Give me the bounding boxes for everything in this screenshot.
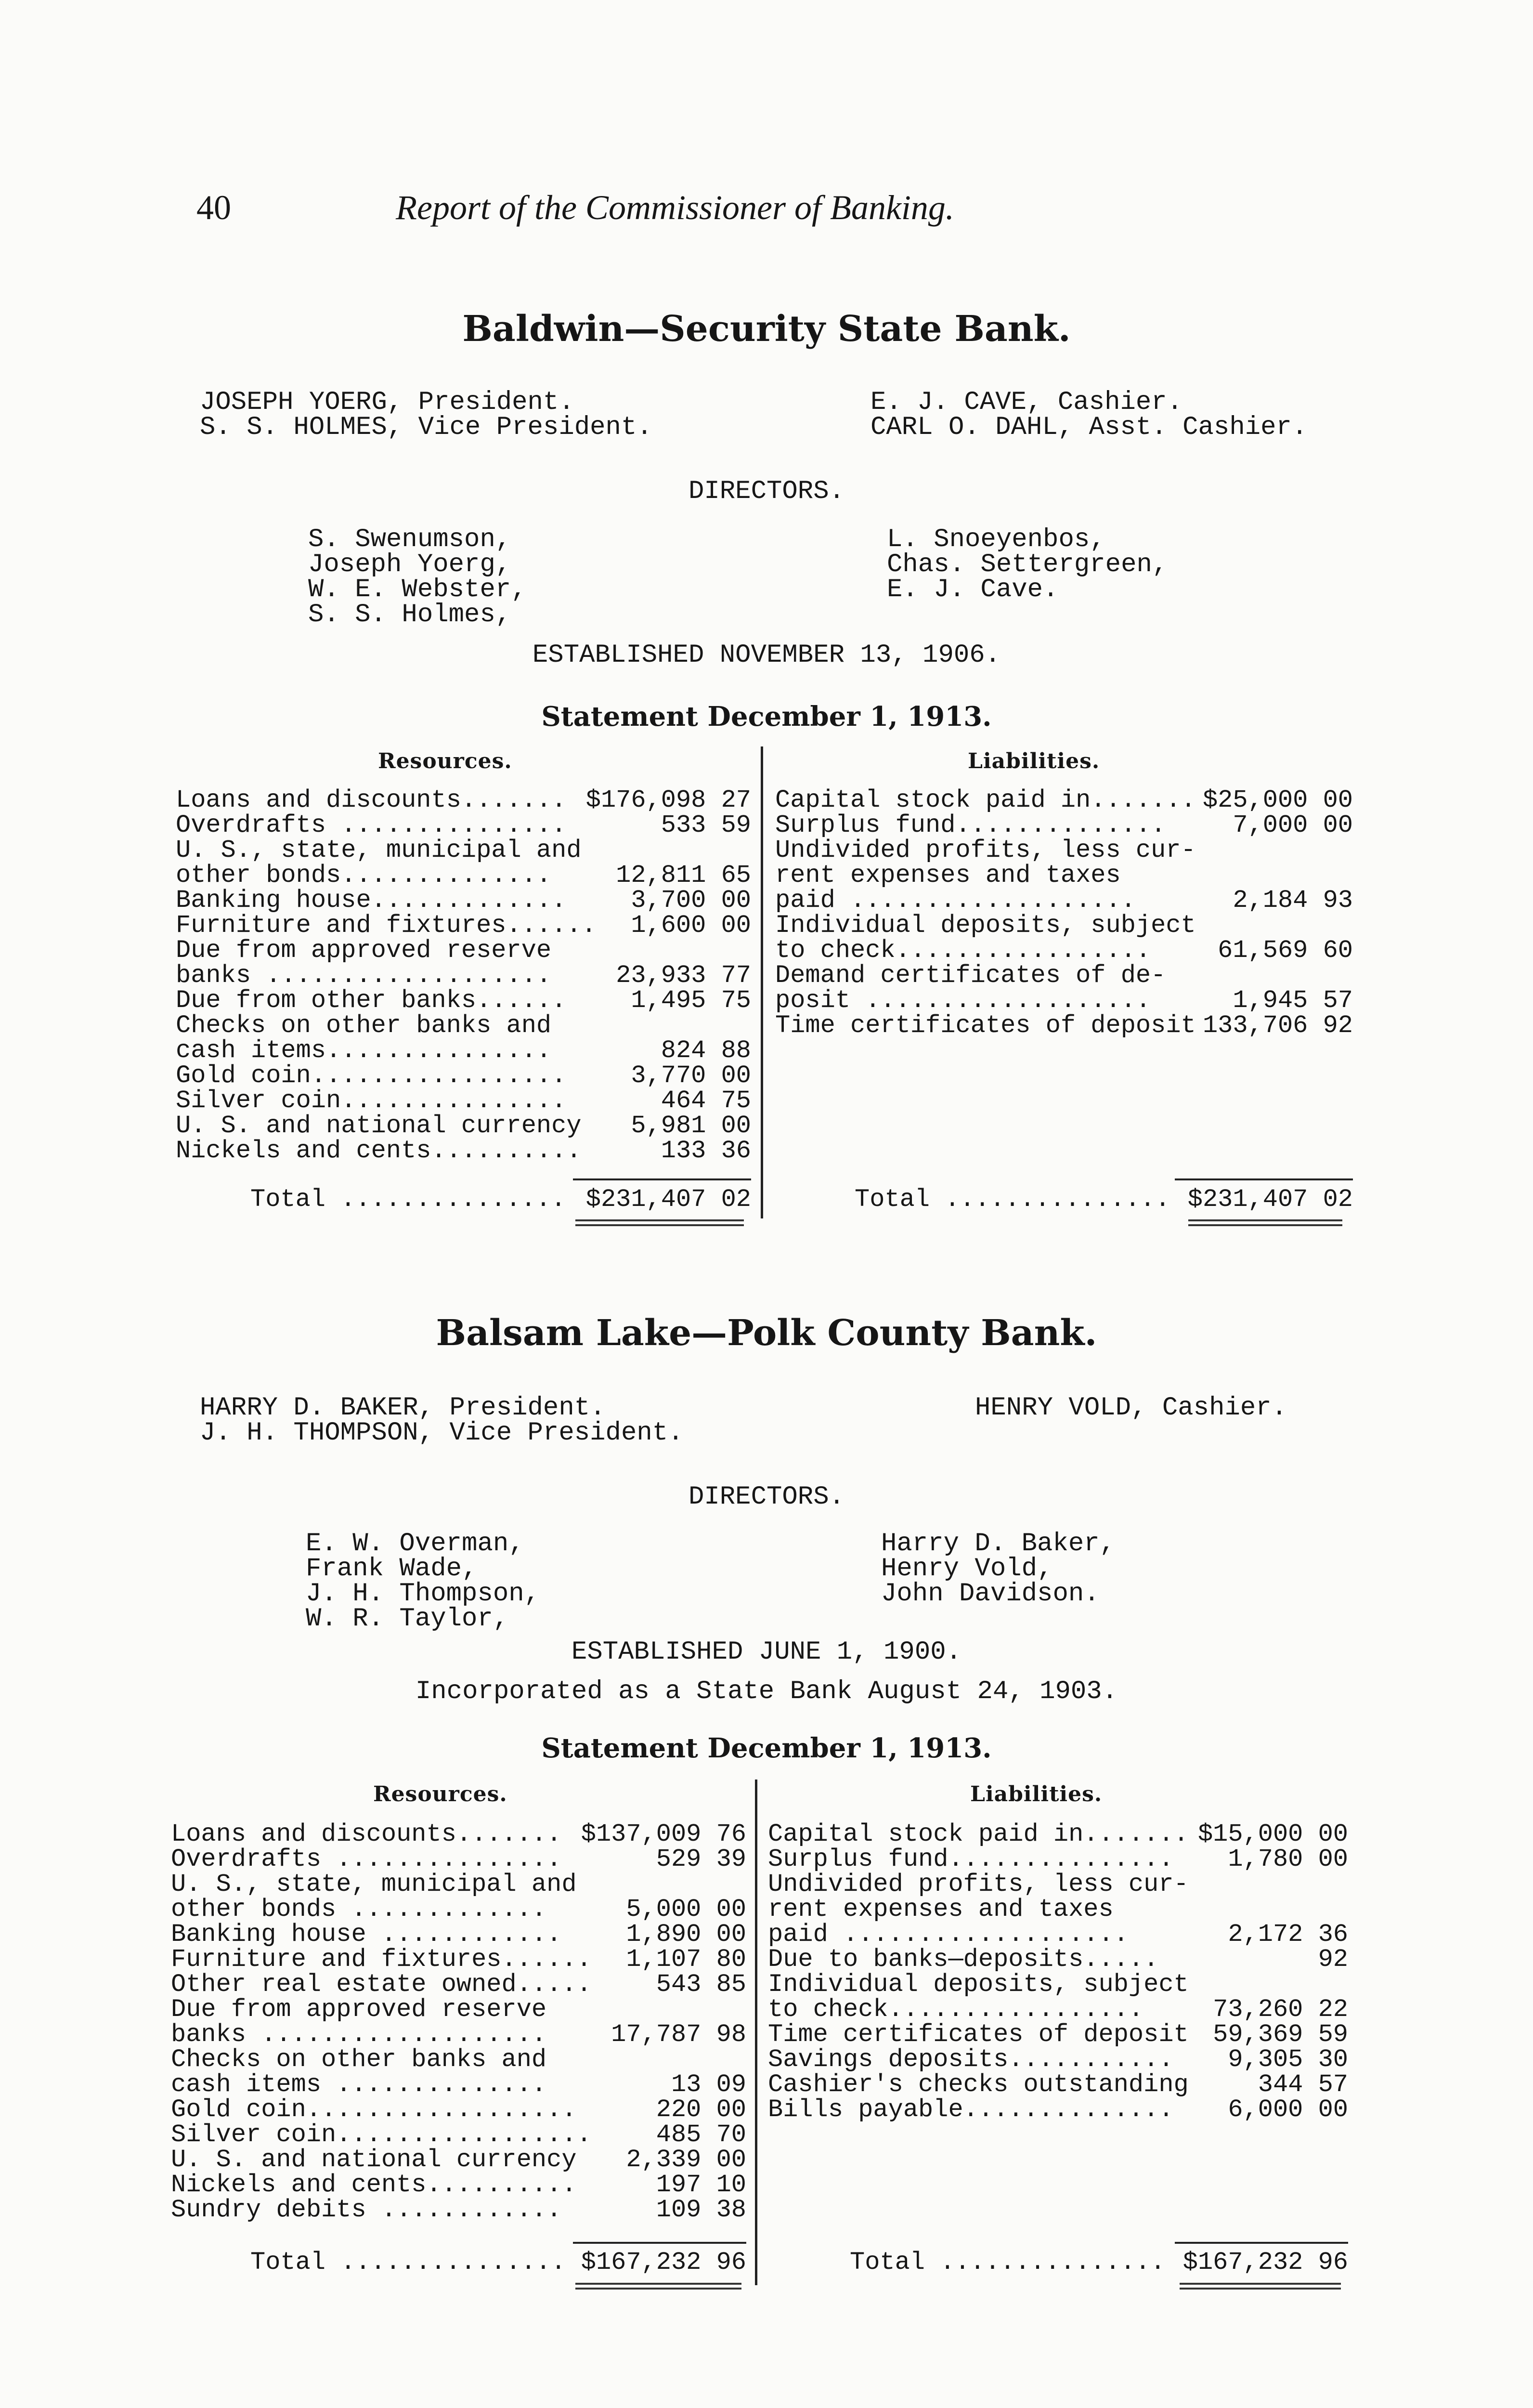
director: Chas. Settergreen, <box>887 550 1168 579</box>
row-label: Bills payable.............. <box>768 2095 1174 2124</box>
table-row <box>768 2097 1348 2122</box>
directors-left <box>306 1531 540 1632</box>
total-rule <box>573 1178 751 1180</box>
row-amount: 7,000 00 <box>1233 811 1353 839</box>
row-amount: 344 57 <box>1258 2070 1348 2099</box>
column-divider <box>761 746 763 1218</box>
total-amount: $167,232 96 <box>581 2248 746 2277</box>
row-label: Nickels and cents.......... <box>171 2171 577 2199</box>
table-row <box>171 1997 746 2022</box>
double-rule <box>1180 2283 1341 2290</box>
total-rule <box>573 2242 746 2244</box>
table-row <box>176 863 751 888</box>
row-label: Loans and discounts....... <box>176 786 567 814</box>
table-row <box>171 1872 746 1897</box>
total-label: Total ............... <box>850 2248 1166 2277</box>
row-label: rent expenses and taxes <box>768 1895 1114 1924</box>
row-label: Other real estate owned..... <box>171 1970 592 1999</box>
officer: E. J. CAVE, Cashier. <box>870 388 1183 417</box>
table-row <box>775 1013 1353 1038</box>
table-row <box>775 838 1353 863</box>
row-label: Gold coin................. <box>176 1061 567 1090</box>
table-row <box>768 1922 1348 1947</box>
liabilities-table <box>768 1822 1348 2135</box>
director: W. R. Taylor, <box>306 1604 509 1634</box>
row-label: Capital stock paid in....... <box>768 1820 1189 1848</box>
row-label: paid ................... <box>768 1920 1129 1949</box>
row-label: U. S. and national currency <box>171 2146 577 2174</box>
double-rule <box>575 2283 741 2290</box>
table-row <box>176 788 751 813</box>
bank-title: Baldwin—Security State Bank. <box>462 308 1071 350</box>
director: L. Snoeyenbos, <box>887 525 1105 554</box>
row-label: U. S. and national currency <box>176 1112 582 1140</box>
table-row <box>768 1972 1348 1997</box>
row-label: banks ................... <box>176 961 552 990</box>
row-label: Capital stock paid in....... <box>775 786 1196 814</box>
table-row <box>171 2172 746 2198</box>
director: S. S. Holmes, <box>308 600 511 629</box>
table-row <box>176 838 751 863</box>
table-row <box>775 813 1353 838</box>
table-row <box>171 1897 746 1922</box>
total-label: Total ............... <box>855 1185 1170 1214</box>
officer: HARRY D. BAKER, President. <box>200 1393 606 1423</box>
row-label: Cashier's checks outstanding <box>768 2070 1189 2099</box>
double-rule <box>575 1219 744 1226</box>
row-label: Overdrafts ............... <box>171 1845 562 1873</box>
row-label: Due from approved reserve <box>176 936 552 965</box>
table-row <box>176 1038 751 1063</box>
total-rule <box>1175 1178 1353 1180</box>
directors-heading: DIRECTORS. <box>688 477 845 506</box>
row-label: Savings deposits........... <box>768 2045 1174 2074</box>
officers-left <box>200 1393 684 1448</box>
total-rule <box>1175 2242 1348 2244</box>
resources-table <box>171 1822 746 2231</box>
resources-table <box>176 788 751 1173</box>
row-label: other bonds ............. <box>171 1895 547 1924</box>
table-row <box>176 1139 751 1164</box>
director: John Davidson. <box>881 1579 1100 1609</box>
row-label: Time certificates of deposit <box>768 2020 1189 2049</box>
row-label: to check................. <box>768 1995 1144 2024</box>
table-row <box>176 963 751 988</box>
table-row <box>775 788 1353 813</box>
double-rule <box>1188 1219 1342 1226</box>
officer: HENRY VOLD, Cashier. <box>975 1393 1287 1423</box>
table-row <box>775 913 1353 938</box>
total-row <box>850 2250 1348 2275</box>
row-amount: $25,000 00 <box>1202 786 1353 814</box>
officer: JOSEPH YOERG, President. <box>200 388 574 417</box>
row-label: to check................. <box>775 936 1151 965</box>
row-amount: 1,890 00 <box>626 1920 746 1949</box>
row-label: Surplus fund............... <box>768 1845 1174 1873</box>
row-amount: 197 10 <box>656 2171 746 2199</box>
row-label: Gold coin.................. <box>171 2095 577 2124</box>
table-row <box>775 938 1353 963</box>
row-amount: 529 39 <box>656 1845 746 1873</box>
row-label: Time certificates of deposit <box>775 1011 1196 1040</box>
table-row <box>768 1847 1348 1872</box>
table-row <box>176 913 751 938</box>
row-amount: 220 00 <box>656 2095 746 2124</box>
statement-heading: Statement December 1, 1913. <box>541 701 992 733</box>
row-amount: 2,172 36 <box>1228 1920 1348 1949</box>
row-label: paid ................... <box>775 886 1136 915</box>
row-label: U. S., state, municipal and <box>171 1870 577 1898</box>
row-amount: 3,700 00 <box>631 886 751 915</box>
officers-right <box>870 390 1307 440</box>
officer: J. H. THOMPSON, Vice President. <box>200 1418 684 1448</box>
director: W. E. Webster, <box>308 575 527 604</box>
table-row <box>176 813 751 838</box>
table-row <box>171 1847 746 1872</box>
table-row <box>775 863 1353 888</box>
table-row <box>775 963 1353 988</box>
row-label: Due from other banks...... <box>176 986 567 1015</box>
row-label: posit ................... <box>775 986 1151 1015</box>
row-label: Surplus fund.............. <box>775 811 1166 839</box>
row-label: rent expenses and taxes <box>775 861 1121 890</box>
row-amount: 109 38 <box>656 2196 746 2224</box>
row-label: Furniture and fixtures...... <box>176 911 597 940</box>
table-row <box>171 1922 746 1947</box>
table-row <box>171 2022 746 2047</box>
total-row <box>250 1187 751 1212</box>
table-row <box>768 1997 1348 2022</box>
total-label: Total ............... <box>250 1185 566 1214</box>
row-amount: 92 <box>1318 1945 1348 1974</box>
director: S. Swenumson, <box>308 525 511 554</box>
row-amount: 133,706 92 <box>1202 1011 1353 1040</box>
director: Harry D. Baker, <box>881 1529 1116 1558</box>
table-row <box>768 2022 1348 2047</box>
row-label: Furniture and fixtures...... <box>171 1945 592 1974</box>
liabilities-heading: Liabilities. <box>968 749 1100 773</box>
director: E. W. Overman, <box>306 1529 524 1558</box>
row-label: U. S., state, municipal and <box>176 836 582 864</box>
row-label: banks ................... <box>171 2020 547 2049</box>
row-amount: $137,009 76 <box>581 1820 746 1848</box>
table-row <box>768 1947 1348 1972</box>
row-amount: 6,000 00 <box>1228 2095 1348 2124</box>
table-row <box>176 888 751 913</box>
row-amount: 543 85 <box>656 1970 746 1999</box>
table-row <box>171 2122 746 2147</box>
director: Henry Vold, <box>881 1554 1053 1584</box>
row-amount: 2,184 93 <box>1233 886 1353 915</box>
row-amount: 17,787 98 <box>611 2020 746 2049</box>
statement-heading: Statement December 1, 1913. <box>541 1732 992 1764</box>
officer: CARL O. DAHL, Asst. Cashier. <box>870 413 1308 442</box>
table-row <box>171 1972 746 1997</box>
row-label: Banking house............. <box>176 886 567 915</box>
row-label: cash items .............. <box>171 2070 547 2099</box>
row-amount: 1,107 80 <box>626 1945 746 1974</box>
row-label: Overdrafts ............... <box>176 811 567 839</box>
table-row <box>176 938 751 963</box>
table-row <box>768 2072 1348 2097</box>
row-label: Nickels and cents.......... <box>176 1137 582 1165</box>
total-label: Total ............... <box>250 2248 566 2277</box>
table-row <box>171 2072 746 2097</box>
established: ESTABLISHED NOVEMBER 13, 1906. <box>532 641 1001 670</box>
director: Frank Wade, <box>306 1554 478 1584</box>
row-amount: 73,260 22 <box>1213 1995 1348 2024</box>
table-row <box>171 2198 746 2223</box>
row-amount: 5,981 00 <box>631 1112 751 1140</box>
row-label: Banking house ............ <box>171 1920 562 1949</box>
table-row <box>176 1113 751 1139</box>
total-row <box>250 2250 746 2275</box>
row-label: Individual deposits, subject <box>768 1970 1189 1999</box>
row-label: Individual deposits, subject <box>775 911 1196 940</box>
row-label: Checks on other banks and <box>176 1011 552 1040</box>
row-label: Undivided profits, less cur- <box>768 1870 1189 1898</box>
table-row <box>768 1897 1348 1922</box>
total-amount: $231,407 02 <box>1187 1185 1353 1214</box>
directors-right <box>887 527 1168 602</box>
total-amount: $167,232 96 <box>1182 2248 1348 2277</box>
directors-right <box>881 1531 1115 1607</box>
incorporated: Incorporated as a State Bank August 24, 1903. <box>415 1677 1118 1706</box>
row-amount: 59,369 59 <box>1213 2020 1348 2049</box>
director: Joseph Yoerg, <box>308 550 511 579</box>
row-amount: 1,780 00 <box>1228 1845 1348 1873</box>
established: ESTABLISHED JUNE 1, 1900. <box>571 1637 962 1667</box>
row-amount: 23,933 77 <box>616 961 751 990</box>
table-row <box>768 2047 1348 2072</box>
row-amount: 533 59 <box>661 811 751 839</box>
table-row <box>775 988 1353 1013</box>
table-row <box>176 1063 751 1088</box>
row-label: cash items............... <box>176 1036 552 1065</box>
row-amount: 13 09 <box>671 2070 746 2099</box>
director: J. H. Thompson, <box>306 1579 540 1609</box>
officers-left <box>200 390 652 440</box>
row-label: Undivided profits, less cur- <box>775 836 1196 864</box>
row-label: Demand certificates of de- <box>775 961 1166 990</box>
table-row <box>171 2097 746 2122</box>
row-amount: 1,495 75 <box>631 986 751 1015</box>
table-row <box>775 888 1353 913</box>
row-amount: 61,569 60 <box>1218 936 1353 965</box>
liabilities-heading: Liabilities. <box>970 1782 1103 1806</box>
row-amount: 2,339 00 <box>626 2146 746 2174</box>
table-row <box>176 1013 751 1038</box>
row-label: Silver coin............... <box>176 1086 567 1115</box>
column-divider <box>755 1780 757 2285</box>
table-row <box>171 2147 746 2172</box>
running-title: Report of the Commissioner of Banking. <box>396 188 954 227</box>
table-row <box>171 2047 746 2072</box>
row-label: Silver coin................. <box>171 2120 592 2149</box>
table-row <box>171 1822 746 1847</box>
table-row <box>171 1947 746 1972</box>
table-row <box>768 1822 1348 1847</box>
page-number: 40 <box>196 188 231 227</box>
row-label: Due from approved reserve <box>171 1995 547 2024</box>
row-amount: $15,000 00 <box>1197 1820 1348 1848</box>
table-row <box>176 988 751 1013</box>
table-row <box>768 1872 1348 1897</box>
row-label: Loans and discounts....... <box>171 1820 562 1848</box>
directors-left <box>308 527 527 628</box>
row-label: Due to banks—deposits..... <box>768 1945 1159 1974</box>
row-amount: 9,305 30 <box>1228 2045 1348 2074</box>
total-row <box>855 1187 1353 1212</box>
directors-heading: DIRECTORS. <box>688 1482 845 1512</box>
row-amount: 1,945 57 <box>1233 986 1353 1015</box>
director: E. J. Cave. <box>887 575 1059 604</box>
row-amount: 824 88 <box>661 1036 751 1065</box>
total-amount: $231,407 02 <box>585 1185 751 1214</box>
row-amount: 485 70 <box>656 2120 746 2149</box>
bank-title: Balsam Lake—Polk County Bank. <box>436 1312 1097 1354</box>
resources-heading: Resources. <box>373 1782 507 1806</box>
row-amount: 464 75 <box>661 1086 751 1115</box>
officer: S. S. HOLMES, Vice President. <box>200 413 652 442</box>
row-label: Sundry debits ............ <box>171 2196 562 2224</box>
row-amount: 133 36 <box>661 1137 751 1165</box>
row-amount: 1,600 00 <box>631 911 751 940</box>
officers-right <box>975 1393 1287 1423</box>
table-row <box>176 1088 751 1113</box>
row-amount: 5,000 00 <box>626 1895 746 1924</box>
resources-heading: Resources. <box>378 749 512 773</box>
row-label: Checks on other banks and <box>171 2045 547 2074</box>
liabilities-table <box>775 788 1353 1077</box>
row-amount: $176,098 27 <box>585 786 751 814</box>
row-amount: 12,811 65 <box>616 861 751 890</box>
row-label: other bonds.............. <box>176 861 552 890</box>
row-amount: 3,770 00 <box>631 1061 751 1090</box>
